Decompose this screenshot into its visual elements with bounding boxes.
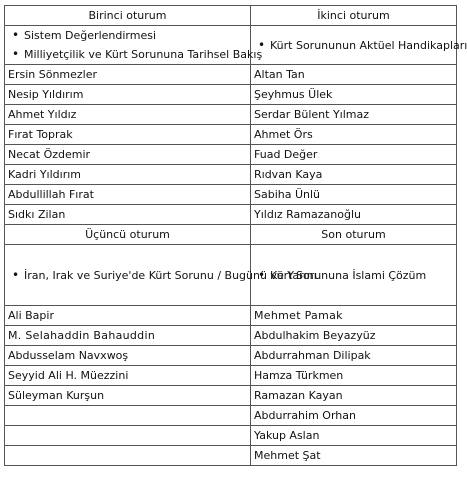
header-row (5, 225, 457, 245)
speaker-row (5, 165, 457, 185)
speaker-row (5, 386, 457, 406)
speaker-row (5, 306, 457, 326)
speaker-cell: Rıdvan Kaya (251, 165, 457, 185)
speaker-cell: Nesip Yıldırım (5, 85, 251, 105)
speaker-cell: Yakup Aslan (251, 426, 457, 446)
topic-item: • İran, Irak ve Suriye'de Kürt Sorunu / Bugünü ve Yarını (24, 266, 247, 285)
speaker-cell: Ersin Sönmezler (5, 65, 251, 85)
speaker-cell: Süleyman Kurşun (5, 386, 251, 406)
speaker-cell: Abdurrahman Dilipak (251, 346, 457, 366)
speaker-row (5, 185, 457, 205)
speaker-cell (5, 426, 251, 446)
topic-list (254, 36, 467, 55)
speaker-row (5, 145, 457, 165)
session-title: Birinci oturum (5, 6, 251, 26)
session-topics (251, 245, 457, 306)
topic-item: • Milliyetçilik ve Kürt Sorununa Tarihsel Bakış (24, 45, 247, 64)
speaker-cell: Abdusselam Navxwoş (5, 346, 251, 366)
speaker-cell: Abdullillah Fırat (5, 185, 251, 205)
speaker-cell: Kadri Yıldırım (5, 165, 251, 185)
topic-list (254, 266, 453, 285)
speaker-cell: Hamza Türkmen (251, 366, 457, 386)
topic-item: • Sistem Değerlendirmesi (24, 26, 247, 45)
speaker-cell (5, 446, 251, 466)
session-topics (5, 245, 317, 306)
topic-item: • Kürt Sorununa İslami Çözüm (270, 266, 453, 285)
speaker-cell: Fuad Değer (251, 145, 457, 165)
topic-list (8, 26, 263, 64)
speaker-row (5, 65, 457, 85)
speaker-cell: Serdar Bülent Yılmaz (251, 105, 457, 125)
speaker-row (5, 85, 457, 105)
speaker-row (5, 326, 457, 346)
speaker-cell (5, 406, 251, 426)
speaker-cell: Sıdkı Zilan (5, 205, 251, 225)
speaker-row (5, 366, 457, 386)
speaker-cell: Seyyid Ali H. Müezzini (5, 366, 251, 386)
speaker-row (5, 125, 457, 145)
header-row (5, 6, 457, 26)
speaker-row (5, 105, 457, 125)
speaker-cell: Ahmet Örs (251, 125, 457, 145)
speaker-row (5, 406, 457, 426)
speaker-row (5, 426, 457, 446)
speaker-cell: Sabiha Ünlü (251, 185, 457, 205)
speaker-cell: Mehmet Şat (251, 446, 457, 466)
session-title: Son oturum (251, 225, 457, 245)
speaker-cell: Ramazan Kayan (251, 386, 457, 406)
speaker-cell: Abdurrahim Orhan (251, 406, 457, 426)
speaker-cell: Mehmet Pamak (251, 306, 457, 326)
sessions-table (4, 5, 467, 466)
session-title: İkinci oturum (251, 6, 457, 26)
speaker-cell: Ahmet Yıldız (5, 105, 251, 125)
topics-row (5, 26, 457, 65)
topic-list (8, 266, 317, 285)
speaker-cell: Necat Özdemir (5, 145, 251, 165)
speaker-row (5, 446, 457, 466)
session-topics (5, 26, 263, 65)
speaker-cell: Altan Tan (251, 65, 457, 85)
speaker-cell: Fırat Toprak (5, 125, 251, 145)
speaker-row (5, 346, 457, 366)
session-title: Üçüncü oturum (5, 225, 251, 245)
topics-row (5, 245, 457, 306)
topic-item: • Kürt Sorununun Aktüel Handikapları (270, 36, 453, 55)
speaker-cell: Şeyhmus Ülek (251, 85, 457, 105)
speaker-cell: Yıldız Ramazanoğlu (251, 205, 457, 225)
session-topics (251, 26, 467, 65)
speaker-row (5, 205, 457, 225)
speaker-cell: Ali Bapir (5, 306, 251, 326)
speaker-cell: M. Selahaddin Bahauddin (5, 326, 251, 346)
speaker-cell: Abdulhakim Beyazyüz (251, 326, 457, 346)
